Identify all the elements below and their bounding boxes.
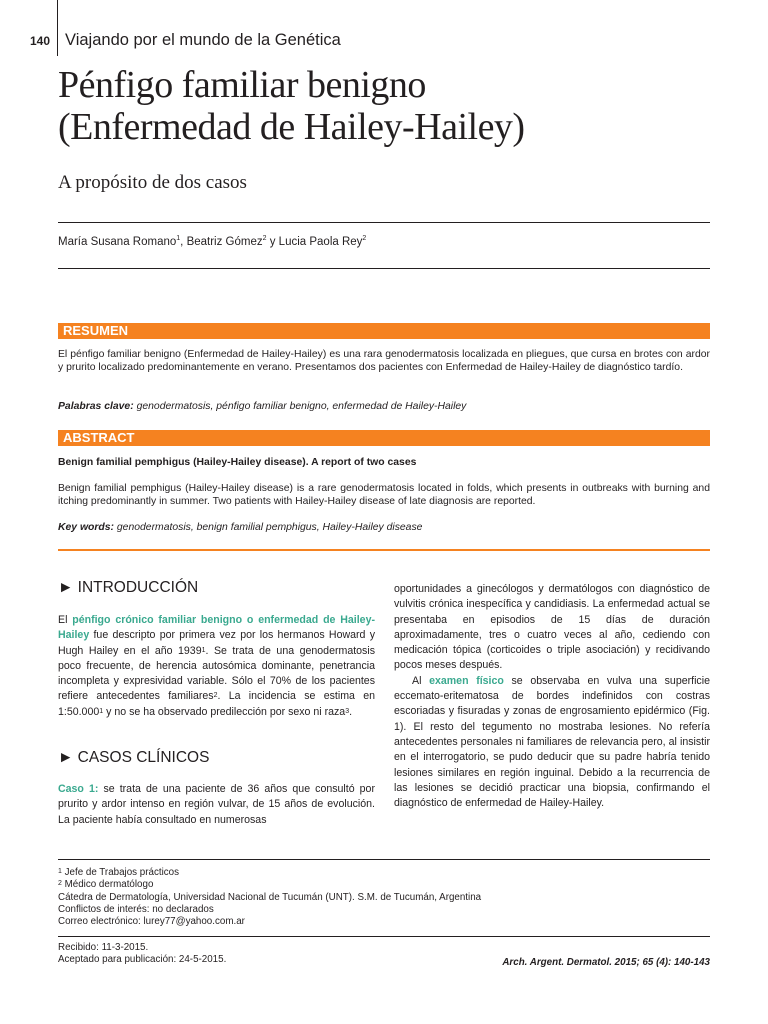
- keywords-text: genodermatosis, pénfigo familiar benigno, enfermedad de Hailey-Hailey: [133, 401, 467, 412]
- exam-text: se observaba en vulva una superficie eccemato-eritematosa de bordes indefinidos con costras escoriadas y fisuradas y zonas de engrosamiento epidérmico (Fig. 1). El resto del tegumento no mostraba lesiones. No refería antecedentes personales ni familiares de relevancia pero, al insistir en el interrogatorio, se pudo deducir que su padre habría tenido lesiones similares en región inguinal. Debido a la recurrencia de las lesiones se decidió practicar una biopsia, confirmando el diagnóstico de enfermedad de Hailey-Hailey.: [394, 674, 710, 810]
- author-1-sup: 1: [176, 235, 181, 242]
- resumen-keywords: [58, 400, 710, 413]
- journal-citation: Arch. Argent. Dermatol. 2015; 65 (4): 140-143: [502, 957, 710, 968]
- footnote-rule: [58, 859, 710, 860]
- author-3: Lucia Paola Rey: [278, 236, 363, 248]
- intro-text: fue descripto por primera vez por los hermanos Howard y Hugh Hailey en el año 1939: [58, 629, 375, 657]
- intro-paragraph: [58, 613, 375, 720]
- footnote-text: Médico dermatólogo: [61, 879, 154, 891]
- author-sep: ,: [180, 236, 187, 248]
- intro-heading: ► INTRODUCCIÓN: [58, 579, 199, 596]
- header-divider: [57, 0, 58, 56]
- ref-sup: 3: [345, 707, 350, 715]
- footnote-2: [58, 879, 481, 891]
- ref-sup: 1: [201, 646, 206, 654]
- casos-heading: ► CASOS CLÍNICOS: [58, 749, 210, 766]
- title-line-2: (Enfermedad de Hailey-Hailey): [58, 106, 525, 148]
- ref-sup: 2: [213, 692, 218, 700]
- exam-term: examen físico: [429, 674, 504, 687]
- footnote-sup: 2: [58, 880, 62, 888]
- author-1: María Susana Romano: [58, 236, 177, 248]
- keywords-text: genodermatosis, benign familial pemphigus, Hailey-Hailey disease: [114, 522, 423, 533]
- affiliation: Cátedra de Dermatología, Universidad Nacional de Tucumán (UNT). S.M. de Tucumán, Argentina: [58, 891, 482, 903]
- title-line-1: Pénfigo familiar benigno: [58, 64, 426, 106]
- abstract-subtitle: Benign familial pemphigus (Hailey-Hailey disease). A report of two cases: [58, 457, 417, 468]
- caso-paragraph: [58, 782, 375, 828]
- footnotes: [58, 867, 481, 928]
- resumen-heading: RESUMEN: [58, 323, 710, 339]
- footnote-sup: 1: [58, 868, 62, 875]
- right-paragraph-2: [394, 674, 710, 812]
- caso-text: se trata de una paciente de 36 años que consultó por prurito y ardor intenso en región vulvar, de 15 años de evolución. La paciente había consultado en numerosas: [58, 783, 375, 826]
- rule-bottom: [58, 268, 710, 269]
- keywords-label: Key words:: [58, 522, 115, 533]
- caso-label: Caso 1:: [58, 783, 99, 795]
- abstract-divider: [58, 549, 710, 551]
- rule-top: [58, 222, 710, 223]
- right-paragraph-1: oportunidades a ginecólogos y dermatólogos con diagnóstico de vulvitis crónica inespecífica y candidiasis. La enfermedad actual se presentaba en episodios de 15 días de duración aproximadamente, tres o cuatro veces al año, cediendo con medicación tópica (corticoides o triple asociación) y recidivando pocos meses después.: [394, 583, 710, 672]
- intro-text: . Se trata de una genodermatosis poco frecuente, de herencia autosómica dominante, penetrancia incompleta y expresividad variable. Sólo el 70% de los pacientes refiere antecedentes familiares: [58, 644, 375, 703]
- authors: [58, 236, 366, 248]
- intro-text: . La incidencia se estima en 1:50.000: [58, 690, 376, 718]
- intro-text: .: [349, 705, 353, 718]
- section-header: Viajando por el mundo de la Genética: [65, 31, 341, 49]
- page-number: 140: [30, 34, 51, 48]
- ref-sup: 1: [99, 707, 104, 715]
- dates-rule: [58, 936, 710, 937]
- intro-text: y no se ha observado predilección por sexo ni raza: [103, 705, 346, 718]
- keywords-label: Palabras clave:: [58, 401, 134, 412]
- right-column: [394, 582, 710, 811]
- abstract-heading: ABSTRACT: [58, 430, 710, 446]
- article-title: [58, 64, 525, 148]
- abstract-text: Benign familial pemphigus (Hailey-Hailey disease) is a rare genodermatosis located in folds, which presents in outbreaks with burning and itching predominantly in summer. Two patients with Hailey-Hailey disease of late diagnosis are reported.: [58, 483, 710, 508]
- intro-text: El: [58, 614, 73, 626]
- footnote-text: Jefe de Trabajos prácticos: [61, 867, 179, 878]
- author-2-sup: 2: [262, 235, 267, 242]
- author-3-sup: 2: [362, 235, 367, 242]
- author-2: Beatriz Gómez: [186, 236, 263, 248]
- intro-term: pénfigo crónico familiar benigno o enfermedad de Hailey-Hailey: [58, 614, 375, 642]
- footnote-1: [58, 867, 481, 879]
- exam-text: Al: [412, 674, 430, 687]
- resumen-text: El pénfigo familiar benigno (Enfermedad de Hailey-Hailey) es una rara genodermatosis localizada en pliegues, que cursa en brotes con ardor y prurito localizado predominantemente en verano. Presentamos dos pacientes con Enfermedad de Hailey-Hailey de diagnóstico tardío.: [58, 349, 710, 374]
- author-sep: y: [266, 236, 279, 248]
- dates: [58, 942, 226, 967]
- abstract-keywords: [58, 521, 710, 534]
- email: Correo electrónico: lurey77@yahoo.com.ar: [58, 916, 245, 928]
- conflicts: Conflictos de interés: no declarados: [58, 903, 214, 915]
- article-subtitle: A propósito de dos casos: [58, 172, 247, 193]
- received-date: Recibido: 11-3-2015.: [58, 942, 149, 953]
- accepted-date: Aceptado para publicación: 24-5-2015.: [58, 954, 227, 966]
